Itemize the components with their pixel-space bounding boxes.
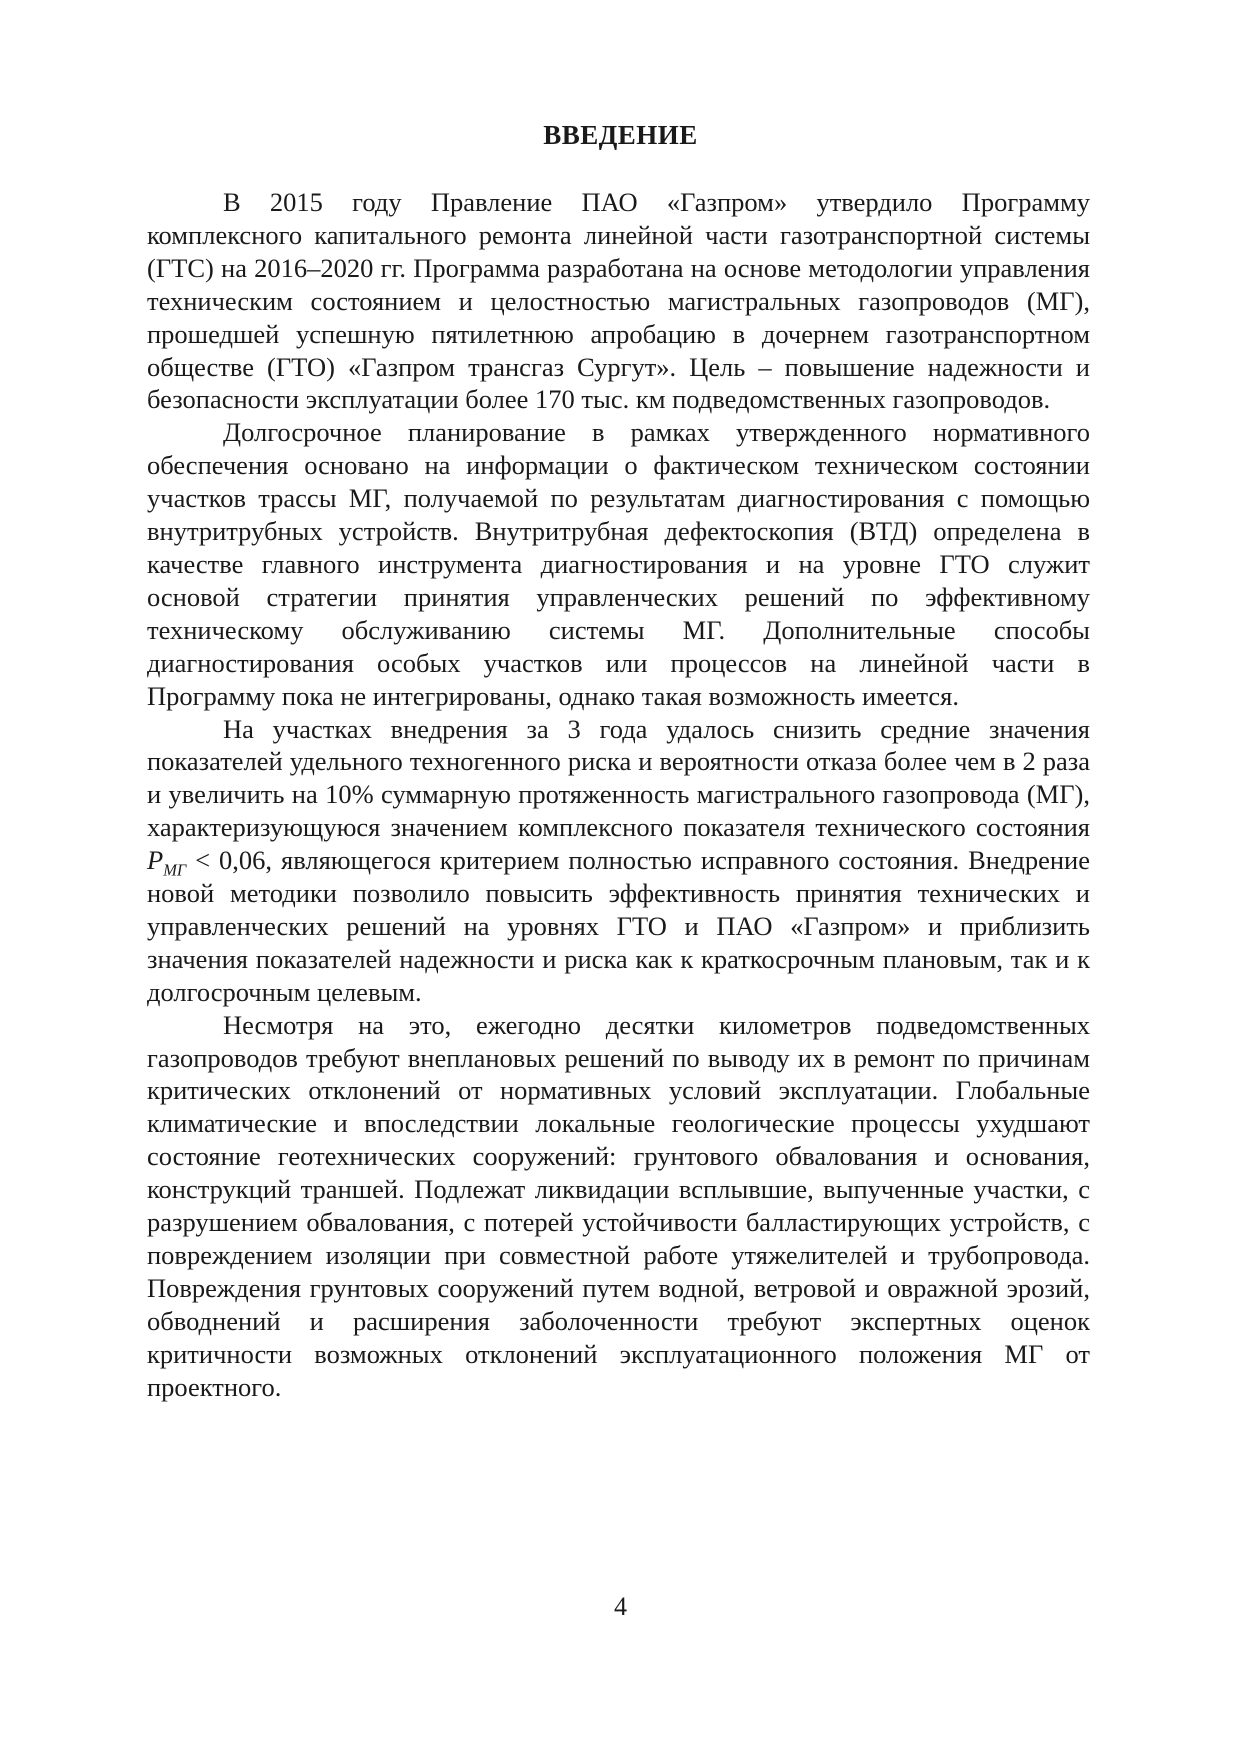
body-text — [147, 186, 1090, 1404]
condition-index-subscript: МГ — [163, 860, 187, 880]
paragraph-3 — [147, 713, 1090, 1009]
section-heading: ВВЕДЕНИЕ — [543, 120, 698, 150]
paragraph-2: Долгосрочное планирование в рамках утвержденного нормативного обеспечения основано на информации о фактическом техническом состоянии участков трассы МГ, получаемой по результатам диагностирования с помощью внутритрубных устройств. Внутритрубная дефектоскопия (ВТД) определена в качестве главного инструмента диагностирования и на уровне ГТО служит основой стратегии принятия управленческих решений по эффективному техническому обслуживанию системы МГ. Дополнительные способы диагностирования особых участков или процессов на линейной части в Программу пока не интегрированы, однако такая возможность имеется. — [147, 417, 1090, 711]
paragraph-3-text-after: < 0,06, являющегося критерием полностью исправного состояния. Внедрение новой методики позволило повысить эффективность принятия технических и управленческих решений на уровнях ГТО и ПАО «Газпром» и приблизить значения показателей надежности и риска как к краткосрочным плановым, так и к долгосрочным целевым. — [147, 845, 1090, 1007]
page-number: 4 — [614, 1592, 627, 1621]
paragraph-3-text-before: На участках внедрения за 3 года удалось снизить средние значения показателей удельного техногенного риска и вероятности отказа более чем в 2 раза и увеличить на 10% суммарную протяженность магистрального газопровода (МГ), характеризующуюся значением комплексного показателя технического состояния — [147, 713, 1090, 843]
condition-index-letter: P — [147, 845, 164, 876]
condition-index-symbol — [147, 845, 187, 880]
paragraph-1: В 2015 году Правление ПАО «Газпром» утвердило Программу комплексного капитального ремонта линейной части газотранспортной системы (ГТС) на 2016–2020 гг. Программа разработана на основе методологии управления техническим состоянием и целостностью магистральных газопроводов (МГ), прошедшей успешную пятилетнюю апробацию в дочернем газотранспортном обществе (ГТО) «Газпром трансгаз Сургут». Цель – повышение надежности и безопасности эксплуатации более 170 тыс. км подведомственных газопроводов. — [147, 187, 1090, 415]
paragraph-4: Несмотря на это, ежегодно десятки километров подведомственных газопроводов требуют внеплановых решений по выводу их в ремонт по причинам критических отклонений от нормативных условий эксплуатации. Глобальные климатические и впоследствии локальные геологические процессы ухудшают состояние геотехнических сооружений: грунтового обвалования и основания, конструкций траншей. Подлежат ликвидации всплывшие, выпученные участки, с разрушением обвалования, с потерей устойчивости балластирующих устройств, с повреждением изоляции при совместной работе утяжелителей и трубопровода. Повреждения грунтовых сооружений путем водной, ветровой и овражной эрозий, обводнений и расширения заболоченности требуют экспертных оценок критичности возможных отклонений эксплуатационного положения МГ от проектного. — [147, 1009, 1090, 1402]
